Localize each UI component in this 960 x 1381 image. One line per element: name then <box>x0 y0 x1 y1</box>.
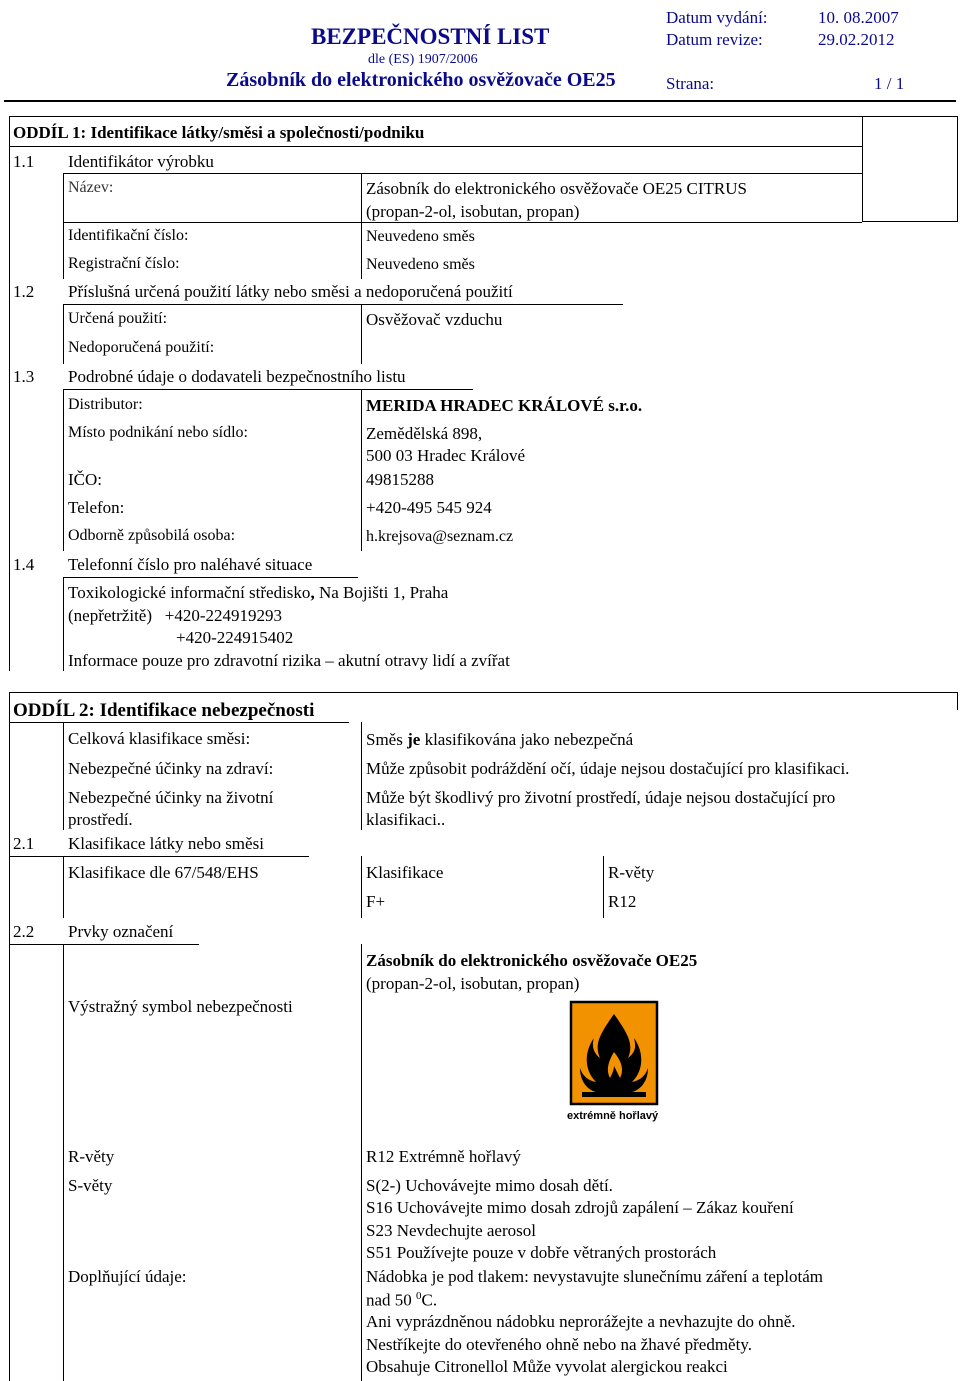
subsection-2-2-number: 2.2 <box>13 922 35 941</box>
classification-table-header-1: Klasifikace dle 67/548/EHS <box>68 863 259 882</box>
s-phrase-2: S16 Uchovávejte mimo dosah zdrojů zapálení – Zákaz kouření <box>366 1198 794 1217</box>
toxicology-centre <box>68 583 448 603</box>
competent-person-email[interactable]: h.krejsova@seznam.cz <box>366 528 514 545</box>
subsection-2-2-title: Prvky označení <box>68 922 174 941</box>
section-2-title-underline <box>9 722 349 723</box>
environment-effects-label-1: Nebezpečné účinky na životní <box>68 788 274 807</box>
product-name-label: Název: <box>68 179 114 196</box>
section-2-summary-column-border <box>361 722 362 830</box>
subsection-1-2-title: Příslušná určená použití látky nebo směsi a nedoporučená použití <box>68 282 513 301</box>
s-phrase-4: S51 Používejte pouze v dobře větraných prostorách <box>366 1243 717 1262</box>
not-recommended-use-label: Nedoporučená použití: <box>68 339 215 356</box>
classification-r-phrase: R12 <box>608 892 637 911</box>
distributor-label: Distributor: <box>68 396 143 413</box>
health-effects-label: Nebezpečné účinky na zdraví: <box>68 759 274 778</box>
product-composition: (propan-2-ol, isobutan, propan) <box>366 202 580 221</box>
section-2-summary-left-border <box>63 722 64 830</box>
environment-effects-value-2: klasifikaci.. <box>366 810 446 829</box>
section-1-corner-border <box>862 221 958 222</box>
supplementary-info-1: Nádobka je pod tlakem: nevystavujte slunečnímu záření a teplotám <box>366 1267 823 1286</box>
classification-table-header-2: Klasifikace <box>366 863 444 882</box>
classification-value: F+ <box>366 892 386 911</box>
intended-use-value: Osvěžovač vzduchu <box>366 310 503 329</box>
subsection-1-1-row-border <box>63 222 862 223</box>
subsection-1-1-number: 1.1 <box>13 152 35 171</box>
subsection-1-1-left-border <box>63 173 64 279</box>
section-1-title: ODDÍL 1: Identifikace látky/směsi a společnosti/podniku <box>13 123 425 142</box>
intended-use-label: Určená použití: <box>68 310 168 327</box>
supplementary-info-2: Ani vyprázdněnou nádobku neprorážejte a nevhazujte do ohně. <box>366 1312 796 1331</box>
r-phrases-value: R12 Extrémně hořlavý <box>366 1147 521 1166</box>
supplementary-info-4: Obsahuje Citronellol Může vyvolat alergickou reakci <box>366 1357 728 1376</box>
address-line-2: 500 03 Hradec Králové <box>366 446 526 465</box>
toxicology-centre-name: Toxikologické informační středisko <box>68 583 311 602</box>
page-number: 1 / 1 <box>874 74 905 93</box>
emergency-note: Informace pouze pro zdravotní rizika – akutní otravy lidí a zvířat <box>68 651 510 670</box>
identification-number-label: Identifikační číslo: <box>68 227 189 244</box>
issue-date: 10. 08.2007 <box>818 8 899 27</box>
section-2-left-border <box>9 692 10 1381</box>
emergency-phone-2: +420-224915402 <box>176 628 294 647</box>
supplementary-info-3: Nestříkejte do otevřeného ohně nebo na žhavé předměty. <box>366 1335 752 1354</box>
page-label: Strana: <box>666 74 715 93</box>
subsection-1-3-number: 1.3 <box>13 367 35 386</box>
s-phrase-1: S(2-) Uchovávejte mimo dosah dětí. <box>366 1176 613 1195</box>
temperature-unit: C. <box>421 1290 438 1310</box>
ico-label: IČO: <box>68 470 102 489</box>
header-divider <box>4 100 956 102</box>
environment-effects-value-1: Může být škodlivý pro životní prostředí, údaje nejsou dostačující pro <box>366 788 836 807</box>
overall-classification-part-1: Směs <box>366 730 408 749</box>
overall-classification-value <box>366 730 633 750</box>
revision-date: 29.02.2012 <box>818 30 895 49</box>
distributor-value: MERIDA HRADEC KRÁLOVÉ s.r.o. <box>366 396 643 415</box>
subsection-2-2-underline <box>9 944 199 945</box>
r-phrases-label: R-věty <box>68 1147 115 1166</box>
flammable-pictogram <box>566 1000 666 1130</box>
overall-classification-part-2: klasifikována jako nebezpečná <box>420 730 634 749</box>
s-phrase-3: S23 Nevdechujte aerosol <box>366 1221 536 1240</box>
section-1-title-underline <box>9 146 862 147</box>
degree-superscript: 0 <box>416 1290 422 1302</box>
revision-date-label: Datum revize: <box>666 30 763 49</box>
subsection-1-2-column-border <box>361 304 362 364</box>
section-1-left-border <box>9 116 10 671</box>
subsection-2-1-number: 2.1 <box>13 834 35 853</box>
label-product-name: Zásobník do elektronického osvěžovače OE25 <box>366 951 698 970</box>
product-name-value: Zásobník do elektronického osvěžovače OE25 CITRUS <box>366 179 747 198</box>
subsection-1-2-left-border <box>63 304 64 364</box>
ico-value: 49815288 <box>366 470 434 489</box>
toxicology-centre-comma: , <box>310 583 315 602</box>
subsection-2-2-left-border <box>63 944 64 1381</box>
header-product-name: Zásobník do elektronického osvěžovače OE25 <box>226 69 616 91</box>
identification-number-value: Neuvedeno směs <box>366 228 475 245</box>
section-1-top-border <box>9 116 958 117</box>
issue-date-label: Datum vydání: <box>666 8 768 27</box>
classification-table-header-3: R-věty <box>608 863 655 882</box>
section-1-right-border <box>957 116 958 222</box>
section-2-title: ODDÍL 2: Identifikace nebezpečnosti <box>13 700 315 721</box>
environment-effects-label-2: prostředí. <box>68 810 133 829</box>
subsection-1-3-title: Podrobné údaje o dodavateli bezpečnostního listu <box>68 367 406 386</box>
pictogram-caption: extrémně hořlavý <box>567 1110 659 1122</box>
subsection-1-2-number: 1.2 <box>13 282 35 301</box>
subsection-2-1-column-border-1 <box>361 856 362 918</box>
section-2-right-border <box>957 692 958 710</box>
label-product-composition: (propan-2-ol, isobutan, propan) <box>366 974 580 993</box>
subsection-1-4-title: Telefonní číslo pro naléhavé situace <box>68 555 313 574</box>
subsection-1-1-column-border <box>361 173 362 279</box>
emergency-phone-1: (nepřetržitě) +420-224919293 <box>68 606 282 625</box>
health-effects-value: Může způsobit podráždění očí, údaje nejsou dostačující pro klasifikaci. <box>366 759 850 778</box>
subsection-1-3-left-border <box>63 389 64 551</box>
address-label: Místo podnikání nebo sídlo: <box>68 424 248 441</box>
telephone-label: Telefon: <box>68 498 125 517</box>
overall-classification-emphasis: je <box>407 730 421 749</box>
flame-base <box>582 1092 646 1097</box>
subsection-1-1-underline <box>63 173 862 174</box>
s-phrases-label: S-věty <box>68 1176 113 1195</box>
subsection-1-3-underline <box>63 389 473 390</box>
subsection-2-1-left-border <box>63 856 64 918</box>
subsection-2-1-column-border-2 <box>603 856 604 918</box>
subsection-2-1-underline <box>9 856 309 857</box>
registration-number-value: Neuvedeno směs <box>366 256 475 273</box>
toxicology-centre-address: Na Bojišti 1, Praha <box>314 583 449 602</box>
supplementary-info-label: Doplňující údaje: <box>68 1267 187 1286</box>
registration-number-label: Registrační číslo: <box>68 255 180 272</box>
telephone-value: +420-495 545 924 <box>366 498 492 517</box>
competent-person-label: Odborně způsobilá osoba: <box>68 527 236 544</box>
subsection-2-2-column-border <box>361 944 362 1381</box>
subsection-1-4-left-border <box>63 577 64 671</box>
subsection-1-4-number: 1.4 <box>13 555 35 574</box>
temperature-prefix: nad 50 <box>366 1290 417 1310</box>
address-line-1: Zemědělská 898, <box>366 424 483 443</box>
regulation-ref: dle (ES) 1907/2006 <box>368 52 478 67</box>
supplementary-info-1-cont <box>366 1290 437 1311</box>
hazard-symbol-label: Výstražný symbol nebezpečnosti <box>68 997 293 1016</box>
subsection-2-1-title: Klasifikace látky nebo směsi <box>68 834 264 853</box>
section-2-top-border <box>9 692 958 693</box>
subsection-1-2-underline <box>63 304 623 305</box>
subsection-1-3-column-border <box>361 389 362 551</box>
subsection-1-4-underline <box>63 577 358 578</box>
section-1-inner-border <box>862 116 863 222</box>
subsection-1-1-title: Identifikátor výrobku <box>68 152 214 171</box>
overall-classification-label: Celková klasifikace směsi: <box>68 729 251 748</box>
document-title: BEZPEČNOSTNÍ LIST <box>311 24 550 49</box>
